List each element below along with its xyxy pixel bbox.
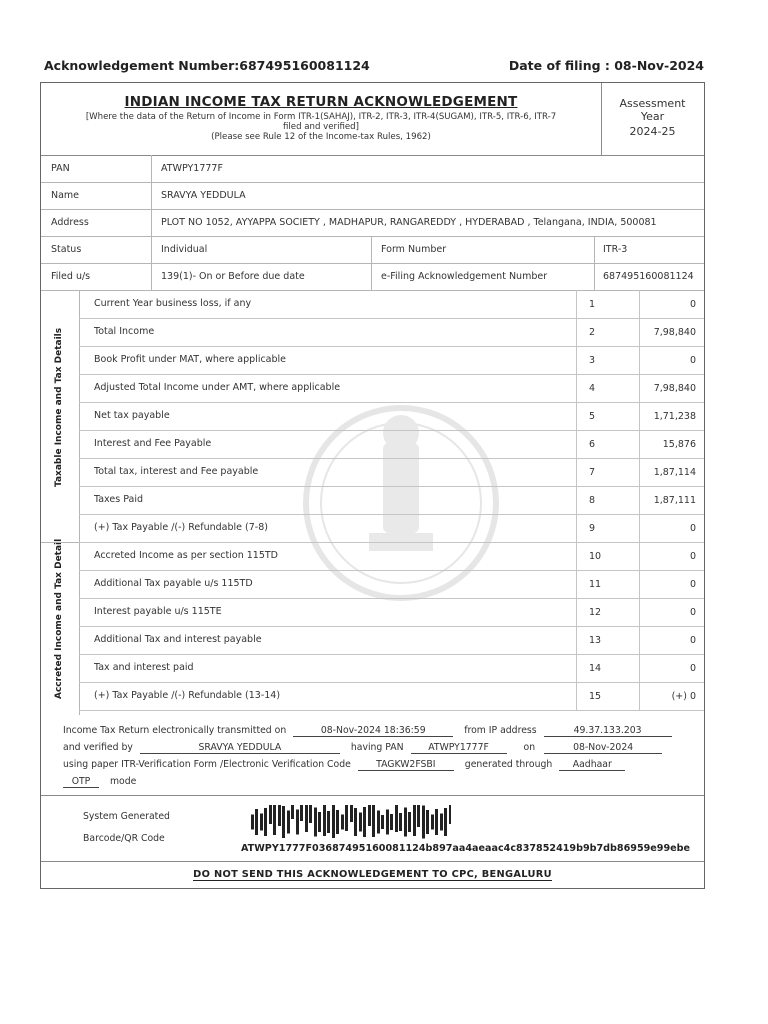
table-row <box>79 570 704 599</box>
row-label: Additional Tax payable u/s 115TD <box>94 578 253 589</box>
do-not-send-notice: DO NOT SEND THIS ACKNOWLEDGEMENT TO CPC, BENGALURU <box>193 869 552 880</box>
generated-through-text: generated through <box>464 759 553 770</box>
row-value: 1,71,238 <box>653 411 696 422</box>
row-label: (+) Tax Payable /(-) Refundable (7-8) <box>94 522 268 533</box>
row-number: 1 <box>589 299 596 310</box>
table-row <box>79 682 704 711</box>
table-row <box>79 598 704 627</box>
year-label: Year <box>640 110 665 123</box>
row-label: Additional Tax and interest payable <box>94 634 262 645</box>
accreted-section-label: Accreted Income and Tax Detail <box>54 538 64 699</box>
subtitle-line-2: filed and verified] <box>283 122 359 132</box>
table-row <box>79 654 704 683</box>
verifier-pan: ATWPY1777F <box>411 742 507 754</box>
row-value: 1,87,111 <box>653 495 696 506</box>
table-row <box>79 626 704 655</box>
efiling-value: 687495160081124 <box>603 271 694 282</box>
filed-value: 139(1)- On or Before due date <box>161 271 305 282</box>
row-value: 7,98,840 <box>653 327 696 338</box>
name-value: SRAVYA YEDDULA <box>161 190 246 201</box>
barcode-section <box>41 795 704 861</box>
row-label: Tax and interest paid <box>94 662 194 673</box>
row-label: Accreted Income as per section 115TD <box>94 550 278 561</box>
pan-row <box>41 155 704 183</box>
row-label: Total Income <box>94 326 155 337</box>
address-label: Address <box>51 217 89 228</box>
row-number: 10 <box>589 551 602 562</box>
name-row <box>41 182 704 210</box>
assessment-year-value: 2024-25 <box>629 125 676 138</box>
row-number: 7 <box>589 467 596 478</box>
barcode-text: ATWPY1777F03687495160081124b897aa4aeaac4c837852419b9b7db86959e99ebe <box>241 843 691 854</box>
transmitted-text: Income Tax Return electronically transmitted on <box>63 725 287 736</box>
system-generated-label: System Generated <box>83 811 170 822</box>
row-number: 2 <box>589 327 596 338</box>
table-row <box>79 290 704 319</box>
row-number: 14 <box>589 663 602 674</box>
table-row <box>79 346 704 375</box>
taxable-section-label: Taxable Income and Tax Details <box>54 327 64 487</box>
row-value: 7,98,840 <box>653 383 696 394</box>
form-title-block <box>41 83 602 155</box>
verified-by-text: and verified by <box>63 742 133 753</box>
row-label: Interest payable u/s 115TE <box>94 606 222 617</box>
form-number-label: Form Number <box>381 244 447 255</box>
row-label: Total tax, interest and Fee payable <box>94 466 259 477</box>
evc-text: using paper ITR-Verification Form /Electronic Verification Code <box>63 759 351 770</box>
row-number: 5 <box>589 411 596 422</box>
row-value: 0 <box>689 607 696 618</box>
row-number: 6 <box>589 439 596 450</box>
row-number: 8 <box>589 495 596 506</box>
row-number: 12 <box>589 607 602 618</box>
row-label: Interest and Fee Payable <box>94 438 212 449</box>
row-value: 15,876 <box>662 439 696 450</box>
row-number: 3 <box>589 355 596 366</box>
barcode-label: Barcode/QR Code <box>83 833 165 844</box>
status-value: Individual <box>161 244 208 255</box>
status-row <box>41 236 704 264</box>
pan-label: PAN <box>51 163 70 174</box>
acknowledgement-number: Acknowledgement Number:687495160081124 <box>44 58 370 73</box>
evc-code: TAGKW2FSBI <box>358 759 454 771</box>
row-number: 13 <box>589 635 602 646</box>
row-label: Adjusted Total Income under AMT, where applicable <box>94 382 341 393</box>
row-number: 11 <box>589 579 602 590</box>
form-number-value: ITR-3 <box>603 244 628 255</box>
date-of-filing: Date of filing : 08-Nov-2024 <box>508 58 704 73</box>
on-text: on <box>523 742 536 753</box>
row-label: Current Year business loss, if any <box>94 298 252 309</box>
row-label: Net tax payable <box>94 410 170 421</box>
row-value: 0 <box>689 551 696 562</box>
form-subtitle <box>41 112 601 142</box>
row-value: 0 <box>689 635 696 646</box>
ip-address: 49.37.133.203 <box>544 725 672 737</box>
table-row <box>79 514 704 543</box>
acknowledgement-form <box>40 82 705 889</box>
row-number: 4 <box>589 383 596 394</box>
section-separator <box>41 542 79 543</box>
subtitle-line-1: [Where the data of the Return of Income in Form ITR-1(SAHAJ), ITR-2, ITR-3, ITR-4(SUGAM), ITR-5, ITR-6, ITR-7 <box>85 112 557 122</box>
address-value: PLOT NO 1052, AYYAPPA SOCIETY , MADHAPUR, RANGAREDDY , HYDERABAD , Telangana, INDIA, 500081 <box>161 217 657 228</box>
verification-method-cont: OTP <box>63 776 99 788</box>
row-value: 0 <box>689 579 696 590</box>
ip-text: from IP address <box>464 725 537 736</box>
row-label: (+) Tax Payable /(-) Refundable (13-14) <box>94 690 281 701</box>
verifier-name: SRAVYA YEDDULA <box>140 742 340 754</box>
assessment-label: Assessment <box>619 97 686 110</box>
pan-value: ATWPY1777F <box>161 163 223 174</box>
row-label: Taxes Paid <box>94 494 143 505</box>
footer-notice <box>41 861 704 889</box>
form-title: INDIAN INCOME TAX RETURN ACKNOWLEDGEMENT <box>124 94 518 110</box>
status-label: Status <box>51 244 82 255</box>
verification-method: Aadhaar <box>559 759 625 771</box>
row-label: Book Profit under MAT, where applicable <box>94 354 287 365</box>
transmission-datetime: 08-Nov-2024 18:36:59 <box>293 725 453 737</box>
table-row <box>79 542 704 571</box>
table-row <box>79 486 704 515</box>
subtitle-line-3: (Please see Rule 12 of the Income-tax Rules, 1962) <box>211 132 431 142</box>
table-row <box>79 458 704 487</box>
mode-text: mode <box>109 776 137 787</box>
row-number: 9 <box>589 523 596 534</box>
efiling-label: e-Filing Acknowledgement Number <box>381 271 548 282</box>
filed-row <box>41 263 704 291</box>
address-row <box>41 209 704 237</box>
assessment-year-block <box>601 83 704 155</box>
transmission-details <box>41 715 704 796</box>
table-row <box>79 402 704 431</box>
form-header <box>41 83 704 156</box>
table-row <box>79 374 704 403</box>
verification-date: 08-Nov-2024 <box>544 742 662 754</box>
barcode-icon <box>251 805 451 839</box>
name-label: Name <box>51 190 80 201</box>
row-value: 0 <box>689 663 696 674</box>
row-value: 0 <box>689 523 696 534</box>
row-value: 0 <box>689 355 696 366</box>
row-number: 15 <box>589 691 602 702</box>
table-row <box>79 430 704 459</box>
row-value: 0 <box>689 299 696 310</box>
table-row <box>79 318 704 347</box>
having-pan-text: having PAN <box>350 742 404 753</box>
row-value: (+) 0 <box>671 691 696 702</box>
filed-label: Filed u/s <box>51 271 91 282</box>
row-value: 1,87,114 <box>653 467 696 478</box>
